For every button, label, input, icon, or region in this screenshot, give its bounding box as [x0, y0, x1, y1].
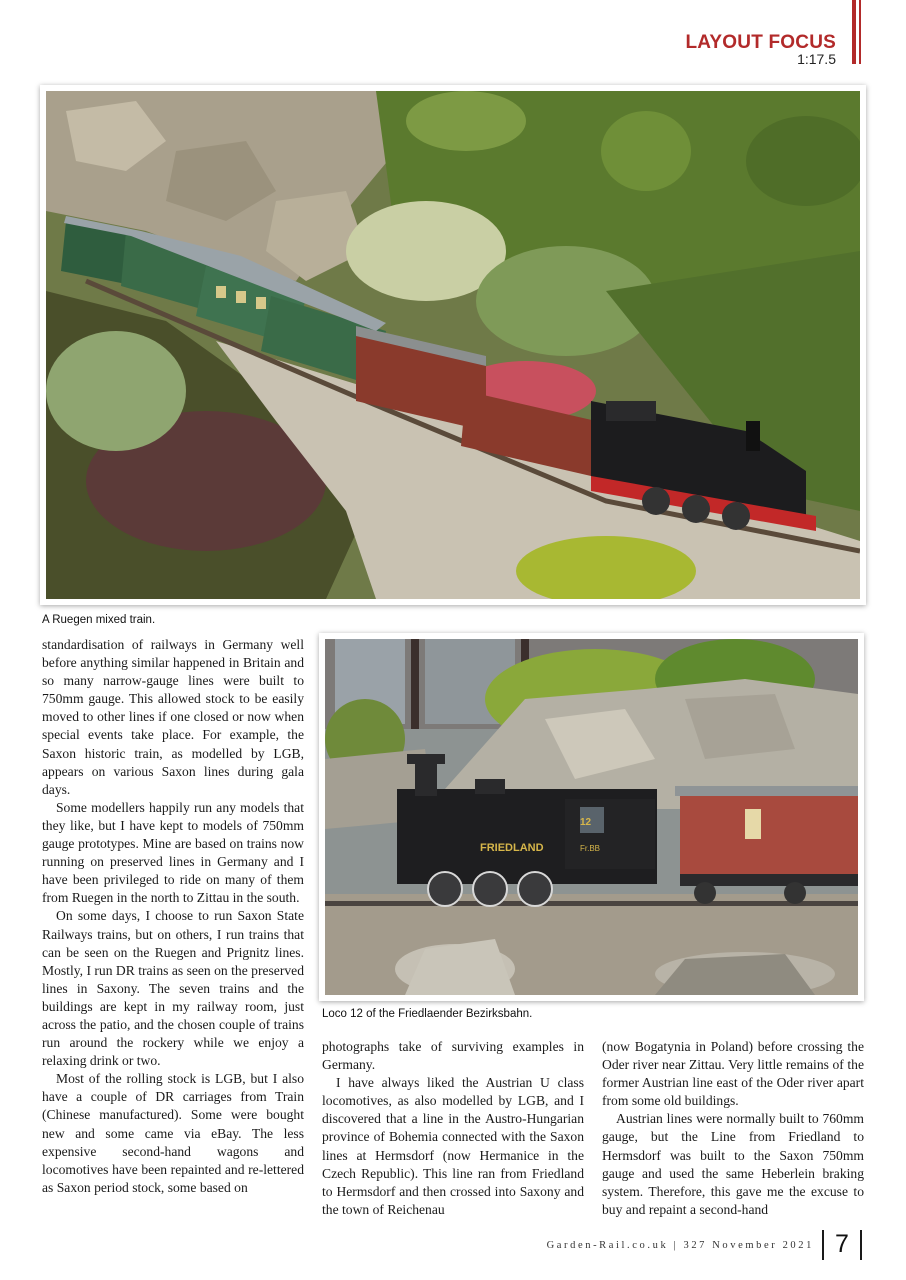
- section-title: LAYOUT FOCUS: [685, 32, 836, 53]
- article-column-3: [602, 1038, 864, 1219]
- footer-publication-info: Garden-Rail.co.uk | 327 November 2021: [546, 1240, 814, 1251]
- article-paragraph: (now Bogatynia in Poland) before crossing the Oder river near Zittau. Very little remains of the former Austrian line east of the Oder river apart from some old buildings.: [602, 1039, 864, 1109]
- photo-ruegen-mixed-train: [40, 85, 866, 605]
- photo-loco-12-image: [325, 639, 858, 995]
- article-paragraph: photographs take of surviving examples in Germany.: [322, 1039, 584, 1073]
- article-column-1: [42, 636, 304, 1197]
- article-paragraph: Some modellers happily run any models that they like, but I have kept to models of 750mm gauge prototypes. Mine are based on trains now running on preserved lines in Germany and I have been privileged to ride on many of them from Ruegen in the north to Zittau in the south.: [42, 799, 304, 906]
- footer-divider: [822, 1230, 824, 1260]
- article-paragraph: Austrian lines were normally built to 760mm gauge, but the Line from Friedland to Hermsdorf was built to the Saxon 750mm gauge and used the same Heberlein braking system. Therefore, this gave me the excuse to buy and repaint a second-hand: [602, 1111, 864, 1217]
- article-paragraph: I have always liked the Austrian U class locomotives, as also modelled by LGB, and I discovered that a line in the Austro-Hungarian province of Bohemia connected with the Saxon lines at Hermsdorf (now Hermanice in the Czech Republic). This line ran from Friedland to Hermsdorf and then crossed into Saxony and the town of Reichenau: [322, 1075, 584, 1217]
- photo-loco-12: [319, 633, 864, 1001]
- loco-company-mark: Fr.BB: [580, 844, 601, 853]
- article-paragraph: standardisation of railways in Germany well before anything similar happened in Britain and so many narrow-gauge lines were built to 750mm gauge. This allowed stock to be easily moved to other lines if one closed or now when special events take place. For example, the Saxon historic train, as modelled by LGB, appears on various Saxon lines during gala days.: [42, 637, 304, 797]
- footer-divider: [860, 1230, 862, 1260]
- header-accent-bar-thin: [859, 0, 861, 64]
- article-paragraph: On some days, I choose to run Saxon State Railways trains, but on others, I run trains that can be seen on the Ruegen and Prignitz lines. Mostly, I run DR trains as seen on the preserved lines in Saxony. The seven trains and the buildings are kept in my railway room, just across the patio, and the chosen couple of trains run around the rockery while we enjoy a relaxing drink or two.: [42, 908, 304, 1069]
- photo-ruegen-image: [46, 91, 860, 599]
- article-paragraph: Most of the rolling stock is LGB, but I also have a couple of DR carriages from Train (Chinese manufactured). Some were bought new and some came via eBay. The less expensive second-hand wagons and locomotives have been repainted and re-lettered as Saxon period stock, some based on: [42, 1071, 304, 1195]
- scale-label: 1:17.5: [797, 51, 836, 67]
- page-number: 7: [835, 1230, 849, 1258]
- header-accent-bar: [852, 0, 856, 64]
- article-column-2: [322, 1038, 584, 1219]
- photo-caption: Loco 12 of the Friedlaender Bezirksbahn.: [322, 1008, 533, 1020]
- photo-caption: A Ruegen mixed train.: [42, 614, 156, 626]
- loco-name-plate: FRIEDLAND: [480, 842, 544, 854]
- loco-number: 12: [580, 817, 592, 828]
